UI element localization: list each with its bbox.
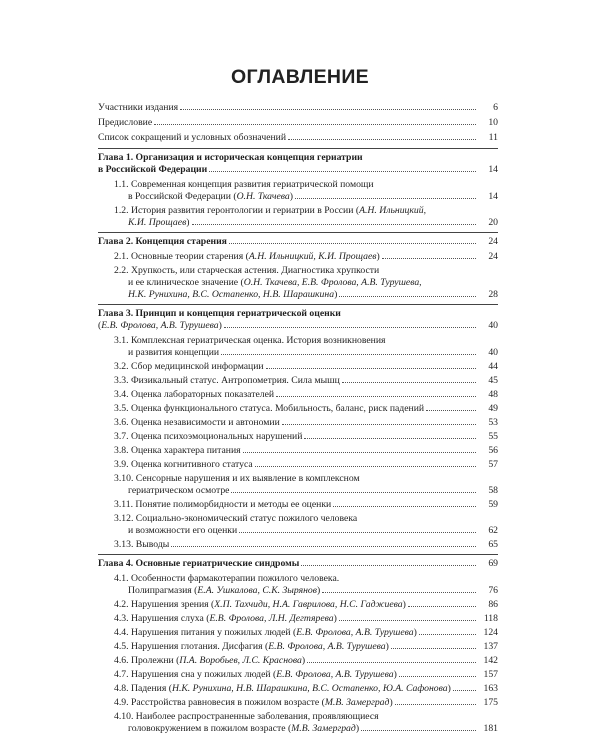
entry-text: 3.10. Сенсорные нарушения и их выявление в комплексном [114,473,360,484]
entry-text: (Е.В. Фролова, А.В. Турушева) [98,320,222,331]
toc-subentry[interactable] [98,205,498,229]
entry-text: 4.10. Наиболее распространенные заболевания, проявляющиеся [114,711,379,722]
toc-entry[interactable] [98,102,498,114]
entry-text: 4.3. Нарушения слуха (Е.В. Фролова, Л.Н. Дегтярева) [114,613,337,624]
leader-dots [399,676,476,677]
entry-text: 4.5. Нарушения глотания. Дисфагия (Е.В. Фролова, А.В. Турушева) [114,641,389,652]
entry-text: в Российской Федерации [98,164,208,175]
entry-text: 4.9. Расстройства равновесия в пожилом возрасте (М.В. Замерград) [114,697,393,708]
leader-dots [382,258,476,259]
toc-subentry[interactable] [98,669,498,681]
leader-dots [239,532,476,533]
entry-text: 4.2. Нарушения зрения (Х.П. Тахчиди, Н.А. Гаврилова, Н.С. Гаджиева) [114,599,406,610]
leader-dots [266,368,476,369]
leader-dots [301,565,476,566]
toc-chapter[interactable] [98,236,498,248]
page-number: 142 [483,655,498,666]
page-number: 49 [488,403,498,414]
entry-text: Глава 4. Основные гериатрические синдромы [98,558,300,569]
leader-dots [276,396,476,397]
page-number: 44 [488,361,498,372]
entry-text: 2.2. Хрупкость, или старческая астения. Диагностика хрупкости [114,265,380,276]
entry-text: 1.2. История развития геронтологии и гериатрии в России (А.Н. Ильницкий, [114,205,427,216]
toc-subentry[interactable] [98,375,498,387]
leader-dots [391,648,476,649]
toc-subentry[interactable] [98,473,498,497]
entry-text: Предисловие [98,117,153,128]
leader-dots [453,690,476,691]
leader-dots [419,634,476,635]
section-divider [98,304,498,305]
leader-dots [224,327,476,328]
page-number: 76 [488,585,498,596]
leader-dots [307,662,476,663]
entry-text: головокружением в пожилом возрасте (М.В. Замерград) [128,723,360,734]
leader-dots [231,492,476,493]
page-number: 24 [488,251,498,262]
entry-text: 1.1. Современная концепция развития гериатрической помощи [114,179,374,190]
page-number: 59 [488,499,498,510]
entry-text: 2.1. Основные теории старения (А.Н. Ильницкий, К.И. Прощаев) [114,251,380,262]
entry-text: гериатрическом осмотре [128,485,230,496]
page-number: 65 [488,539,498,550]
page-number: 157 [483,669,498,680]
page-number: 48 [488,389,498,400]
leader-dots [395,704,476,705]
entry-text: 3.12. Социально-экономический статус пожилого человека [114,513,358,524]
toc-subentry[interactable] [98,361,498,373]
toc-entry[interactable] [98,117,498,129]
page-number: 10 [488,117,498,128]
leader-dots [171,546,476,547]
entry-text: 4.6. Пролежни (П.А. Воробьев, Л.С. Краснова) [114,655,306,666]
page-number: 56 [488,445,498,456]
page-number: 175 [483,697,498,708]
entry-text: 3.4. Оценка лабораторных показателей [114,389,275,400]
page-number: 58 [488,485,498,496]
toc-subentry[interactable] [98,499,498,511]
toc-chapter[interactable] [98,558,498,570]
toc-subentry[interactable] [98,431,498,443]
leader-dots [295,198,476,199]
page-number: 45 [488,375,498,386]
toc-subentry[interactable] [98,573,498,597]
toc-subentry[interactable] [98,179,498,203]
leader-dots [333,506,476,507]
entry-text: Н.К. Рунихина, В.С. Остапенко, Н.В. Шарашкина) [128,289,338,300]
section-divider [98,148,498,149]
toc-subentry[interactable] [98,417,498,429]
toc-chapter[interactable] [98,308,498,332]
toc-subentry[interactable] [98,711,498,735]
entry-text: 3.13. Выводы [114,539,170,550]
entry-text: 3.3. Физикальный статус. Антропометрия. Сила мышц [114,375,340,386]
leader-dots [221,354,476,355]
leader-dots [339,620,476,621]
page-number: 40 [488,347,498,358]
leader-dots [255,466,476,467]
toc-subentry[interactable] [98,389,498,401]
leader-dots [322,592,476,593]
page-number: 53 [488,417,498,428]
entry-text: и возможности его оценки [128,525,238,536]
leader-dots [426,410,476,411]
section-divider [98,554,498,555]
leader-dots [154,124,476,125]
page-number: 163 [483,683,498,694]
page-number: 69 [488,558,498,569]
page-number: 14 [488,164,498,175]
leader-dots [282,424,476,425]
page-number: 28 [488,289,498,300]
entry-text: К.И. Прощаев) [128,217,190,228]
toc-subentry[interactable] [98,445,498,457]
entry-text: 3.8. Оценка характера питания [114,445,241,456]
leader-dots [361,730,476,731]
entry-text: и ее клиническое значение (О.Н. Ткачева, Е.В. Фролова, А.В. Турушева, [128,277,422,288]
leader-dots [339,296,476,297]
page-number: 11 [488,132,498,143]
toc-subentry[interactable] [98,655,498,667]
leader-dots [288,139,476,140]
leader-dots [229,243,476,244]
entry-text: Участники издания [98,102,179,113]
page-number: 137 [483,641,498,652]
leader-dots [192,224,476,225]
entry-text: 3.2. Сбор медицинской информации [114,361,264,372]
page-number: 86 [488,599,498,610]
page-title: ОГЛАВЛЕНИЕ [231,66,369,88]
entry-text: 4.4. Нарушения питания у пожилых людей (Е.В. Фролова, А.В. Турушева) [114,627,417,638]
toc-subentry[interactable] [98,599,498,611]
page-number: 14 [488,191,498,202]
page-number: 40 [488,320,498,331]
leader-dots [304,438,476,439]
page-number: 124 [483,627,498,638]
toc-subentry[interactable] [98,613,498,625]
toc-subentry[interactable] [98,683,498,695]
entry-text: 3.5. Оценка функционального статуса. Мобильность, баланс, риск падений [114,403,425,414]
entry-text: 3.1. Комплексная гериатрическая оценка. История возникновения [114,335,386,346]
entry-text: Глава 2. Концепция старения [98,236,227,247]
page-number: 62 [488,525,498,536]
page-number: 181 [483,723,498,734]
toc-subentry[interactable] [98,697,498,709]
entry-text: 3.9. Оценка когнитивного статуса [114,459,253,470]
toc-subentry[interactable] [98,403,498,415]
toc-subentry[interactable] [98,459,498,471]
toc-subentry[interactable] [98,539,498,551]
page-number: 20 [488,217,498,228]
toc-subentry[interactable] [98,627,498,639]
leader-dots [243,452,476,453]
section-divider [98,232,498,233]
leader-dots [209,171,476,172]
toc-subentry[interactable] [98,251,498,263]
toc-entry[interactable] [98,132,498,144]
entry-text: в Российской Федерации (О.Н. Ткачева) [128,191,294,202]
entry-text: и развития концепции [128,347,220,358]
toc-chapter[interactable] [98,152,498,176]
toc-subentry[interactable] [98,513,498,537]
entry-text: Список сокращений и условных обозначений [98,132,287,143]
entry-text: Полипрагмазия (Е.А. Ушкалова, С.К. Зырянов) [128,585,321,596]
page-number: 24 [488,236,498,247]
entry-text: 3.6. Оценка независимости и автономии [114,417,280,428]
leader-dots [408,606,476,607]
toc-subentry[interactable] [98,335,498,359]
entry-text: 4.7. Нарушения сна у пожилых людей (Е.В. Фролова, А.В. Турушева) [114,669,397,680]
toc-subentry[interactable] [98,641,498,653]
entry-text: 4.1. Особенности фармакотерапии пожилого человека. [114,573,340,584]
page-number: 55 [488,431,498,442]
leader-dots [180,109,476,110]
entry-text: 3.11. Понятие полиморбидности и методы ее оценки [114,499,332,510]
entry-text: Глава 1. Организация и историческая концепция гериатрии [98,152,363,163]
page-number: 57 [488,459,498,470]
page-number: 118 [483,613,498,624]
toc-subentry[interactable] [98,265,498,301]
page-number: 6 [493,102,498,113]
leader-dots [342,382,476,383]
entry-text: Глава 3. Принцип и концепция гериатрической оценки [98,308,341,319]
entry-text: 4.8. Падения (Н.К. Рунихина, Н.В. Шарашкина, В.С. Остапенко, Ю.А. Сафонова) [114,683,451,694]
entry-text: 3.7. Оценка психоэмоциональных нарушений [114,431,303,442]
